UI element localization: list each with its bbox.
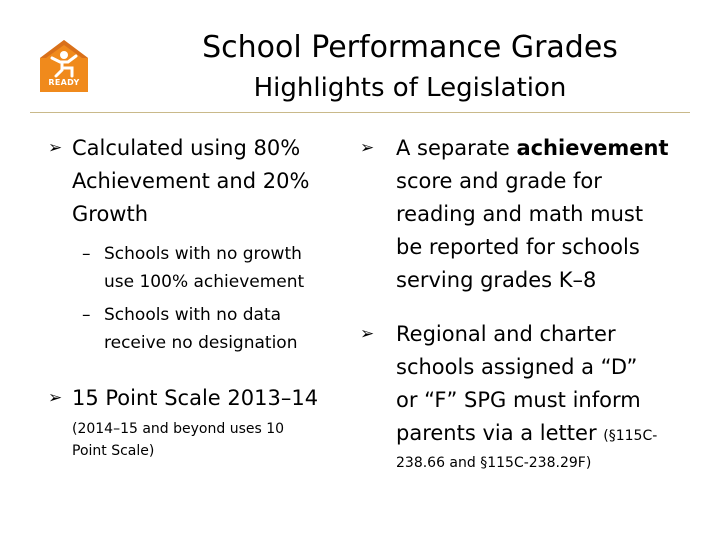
page-subtitle: Highlights of Legislation — [253, 73, 567, 103]
bullet-regional-charter — [396, 318, 657, 453]
logo-text: READY — [48, 78, 80, 87]
bullet-text — [396, 132, 669, 165]
ready-logo — [38, 38, 90, 94]
bullet-separate-score — [396, 132, 669, 297]
subbullet-no-data — [104, 301, 297, 357]
bullet-text: schools assigned a “D” — [396, 355, 638, 379]
bullet-text-bold: achievement — [516, 136, 669, 160]
bullet-text: Regional and charter — [396, 322, 616, 346]
dash-bullet: – — [82, 305, 91, 325]
arrow-bullet-icon: ➢ — [360, 324, 375, 344]
note-text: Point Scale) — [72, 443, 155, 459]
subbullet-text: Schools with no growth — [104, 244, 302, 264]
subbullet-text: use 100% achievement — [104, 272, 305, 292]
arrow-bullet-icon: ➢ — [48, 388, 63, 408]
subbullet-no-growth — [104, 240, 304, 296]
bullet-text: be reported for schools — [396, 235, 640, 259]
statute-citation-cont: 238.66 and §115C-238.29F) — [396, 455, 592, 471]
bullet-text: Achievement and 20% — [72, 169, 310, 193]
subbullet-text: receive no designation — [104, 333, 298, 353]
point-scale-note — [72, 418, 284, 462]
dash-bullet: – — [82, 244, 91, 264]
arrow-bullet-icon: ➢ — [48, 138, 63, 158]
bullet-text: reading and math must — [396, 202, 644, 226]
bullet-text: or “F” SPG must inform — [396, 388, 641, 412]
arrow-bullet-icon: ➢ — [360, 138, 375, 158]
bullet-text-plain: A separate — [396, 136, 517, 160]
bullet-point-scale: 15 Point Scale 2013–14 — [72, 386, 319, 410]
subbullet-text: Schools with no data — [104, 305, 282, 325]
bullet-text: score and grade for — [396, 169, 602, 193]
bullet-text: Growth — [72, 202, 149, 226]
page-title: School Performance Grades — [202, 30, 618, 65]
bullet-text-main: parents via a letter — [396, 421, 597, 445]
title-divider — [30, 112, 690, 113]
bullet-calculated — [72, 132, 309, 231]
bullet-text: Calculated using 80% — [72, 136, 301, 160]
bullet-text — [396, 417, 657, 453]
statute-citation: (§115C- — [603, 428, 658, 444]
bullet-text: serving grades K–8 — [396, 268, 597, 292]
note-text: (2014–15 and beyond uses 10 — [72, 421, 285, 437]
